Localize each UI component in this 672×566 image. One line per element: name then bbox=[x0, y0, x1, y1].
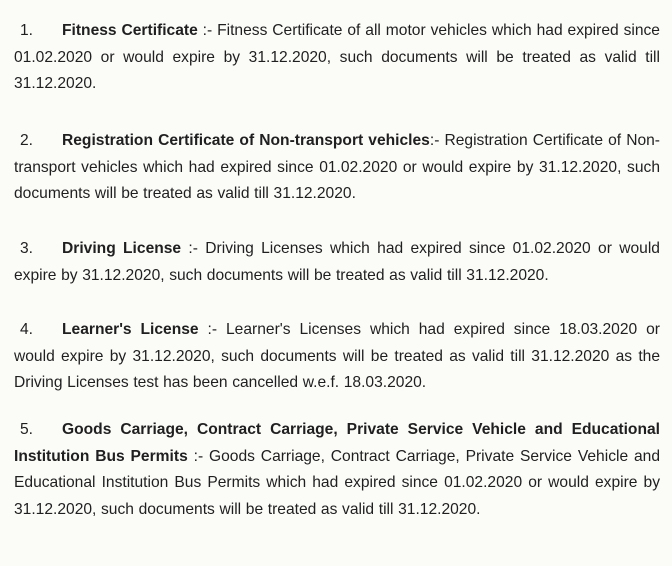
clause-number: 5. bbox=[20, 421, 34, 438]
clause-body: :- Fitness Certificate of all motor vehicles which had expired since 01.02.2020 or would expire by 31.12.2020, such documents will be treated as valid till 31.12.2020. bbox=[14, 22, 660, 92]
clause-number: 2. bbox=[20, 132, 34, 149]
clause-body: :- Learner's Licenses which had expired since 18.03.2020 or would expire by 31.12.2020, such documents will be treated as valid till 31.12.2020 as the Driving Licenses test has been cancelled w.e.f. 18.03.2020. bbox=[14, 321, 660, 391]
clause-fitness-certificate bbox=[14, 18, 660, 98]
clause-heading: Learner's License bbox=[62, 321, 199, 338]
clause-heading: Driving License bbox=[62, 240, 182, 257]
clause-number: 3. bbox=[20, 240, 34, 257]
clause-number: 1. bbox=[20, 22, 34, 39]
clause-heading: Fitness Certificate bbox=[62, 22, 198, 39]
clause-body: :- Goods Carriage, Contract Carriage, Private Service Vehicle and Educational Institution Bus Permits which had expired since 01.02.2020 or would expire by 31.12.2020, such documents will be treated as valid till 31.12.2020. bbox=[14, 447, 661, 518]
clause-body: :- Registration Certificate of Non-transport vehicles which had expired since 01.02.2020 or would expire by 31.12.2020, such documents will be treated as valid till 31.12.2020. bbox=[14, 132, 660, 202]
clause-heading: Goods Carriage, Contract Carriage, Private Service Vehicle and Educational Institution Bus Permits bbox=[14, 421, 660, 465]
clause-learners-license bbox=[14, 317, 660, 397]
clause-registration-certificate bbox=[14, 128, 660, 208]
clause-number: 4. bbox=[20, 321, 34, 338]
clause-heading: Registration Certificate of Non-transport vehicles bbox=[62, 132, 430, 149]
clause-driving-license bbox=[14, 236, 660, 289]
clause-body: :- Driving Licenses which had expired since 01.02.2020 or would expire by 31.12.2020, such documents will be treated as valid till 31.12.2020. bbox=[14, 240, 660, 284]
clause-permits bbox=[14, 417, 660, 523]
